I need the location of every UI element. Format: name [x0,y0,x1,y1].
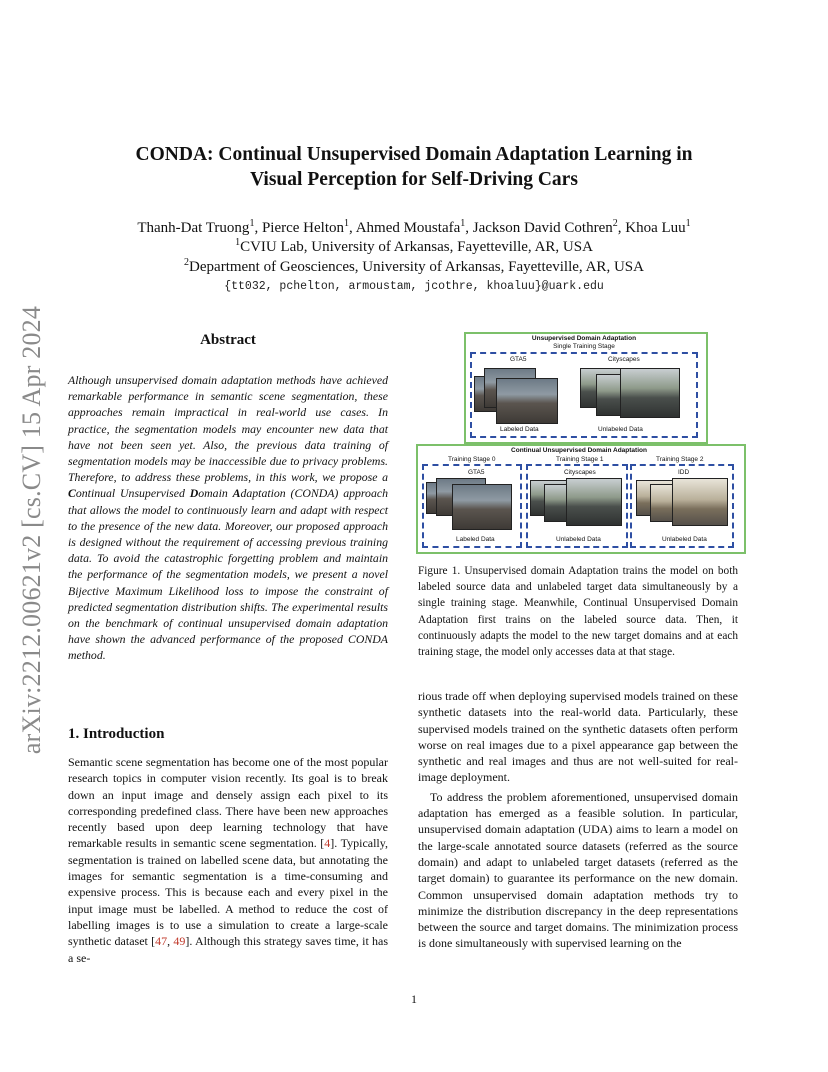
uda-title: Unsupervised Domain Adaptation [531,335,637,342]
citation-link[interactable]: 49 [173,934,186,949]
paragraph: rious trade off when deploying supervised models trained on these synthetic datasets into the real-world data. Particularly, these supervised models trained on the synthetic datasets often perform worse on real images due to a pixel appearance gap between the synthetic and real images and thus are not well-suited for real-image deployment. [418,689,738,785]
author-emails: {tt032, pchelton, armoustam, jcothre, khoaluu}@uark.edu [224,280,604,293]
author-name: Khoa Luu [625,220,686,236]
idd-label: IDD [678,469,690,476]
introduction-heading: 1. Introduction [68,726,165,742]
cityscapes-image [620,368,680,418]
cityscapes-label: Cityscapes [608,356,640,363]
author-name: Ahmed Moustafa [355,220,461,236]
paper-title [80,142,748,192]
abstract-heading: Abstract [200,332,256,348]
idd-image [672,478,728,526]
stage-0-label: Training Stage 0 [448,456,496,463]
abstract-text: Although unsupervised domain adaptation methods have achieved remarkable performance in semantic scene segmentation, these approaches remain impractical in real-world use cases. In practice, the segmentation models may encounter new data that have not been seen yet. Also, the previous data training of segmentation models may be inaccessible due to privacy problems. Therefore, to address these problems, in this work, we propose a Continual Unsupervised Domain Adaptation (CONDA) approach that allows the model to continuously learn and adapt with respect to the presence of the new data. Moreover, our proposed approach is designed without the requirement of accessing previous training data. To avoid the catastrophic forgetting problem and maintain the performance of the segmentation models, we present a novel Bijective Maximum Likelihood loss to impose the constraint of predicted segmentation distribution shifts. The experimental results on the benchmark of continual unsupervised domain adaptation have shown the advanced performance of the proposed CONDA method. [68,373,388,663]
gta5-image [452,484,512,530]
introduction-text: Semantic scene segmentation has become one of the most popular research topics in computer vision recently. Its goal is to break down an input image and densely assign each pixel to its corresponding predefined class. There have been new approaches recently based upon deep learning technology that have remarkable results in semantic scene segmentation. [4]. Typically, segmentation is trained on labelled scene data, but annotating the images for semantic segmentation is a time-consuming and expensive process. This is because each and every pixel in the input image must be labelled. A method to reduce the cost of labelling images is to use a simulation to create a large-scale synthetic dataset [47, 49]. Although this strategy saves time, it has a se- [68,755,389,965]
citation-link[interactable]: 47 [155,934,168,949]
citation-link[interactable]: 4 [324,836,331,851]
gta5-image [496,378,558,424]
gta5-label: GTA5 [468,469,485,476]
paragraph: To address the problem aforementioned, unsupervised domain adaptation has emerged as a feasible solution. In particular, unsupervised domain adaptation (UDA) aims to learn a model on the large-scale annotated source datasets (referred as the source domain) and adapt to unlabeled target datasets (referred as the target domain) to guarantee its performance on the new domain. Common unsupervised domain adaptation methods try to minimize the distribution discrepancy in the deep representations between the source and target domains. The minimization process is done simultaneously with supervised learning on the [418,789,738,951]
cityscapes-label: Cityscapes [564,469,596,476]
affiliation-1: $^1$CVIU Lab, University of Arkansas, Fayetteville, AR, USA [235,237,593,255]
figure-caption: Figure 1. Unsupervised domain Adaptation trains the model on both labeled source data and unlabeled target data simultaneously by a single training stage. Meanwhile, Continual Unsupervised Domain Adaptation first trains on the labeled source data. Then, it continuously adapts the model to the new target domains and at each training stage, the model only accesses data at that stage. [418,565,738,659]
gta5-label: GTA5 [510,356,527,363]
cuda-title: Continual Unsupervised Domain Adaptation [511,447,647,454]
stage-2-label: Training Stage 2 [656,456,704,463]
cityscapes-image [566,478,622,526]
introduction-text-right [418,688,738,952]
title-line-2: Visual Perception for Self-Driving Cars [250,169,578,190]
title-line-1: CONDA: Continual Unsupervised Domain Adaptation Learning in [135,144,693,165]
unlabeled-data-label: Unlabeled Data [556,536,601,543]
author-name: Thanh-Dat Truong [137,220,250,236]
author-name: Jackson David Cothren [472,220,613,236]
labeled-data-label: Labeled Data [500,426,539,433]
uda-subtitle: Single Training Stage [553,343,615,350]
labeled-data-label: Labeled Data [456,536,495,543]
affiliation-2: $^2$Department of Geosciences, University of Arkansas, Fayetteville, AR, USA [184,257,644,275]
author-list: Thanh-Dat Truong$^1$, Pierce Helton$^1$, Ahmed Moustafa$^1$, Jackson David Cothren$^2$, Khoa Luu$^1$ [137,218,691,236]
stage-1-label: Training Stage 1 [556,456,604,463]
page-number: 1 [411,992,417,1006]
arxiv-identifier: arXiv:2212.00621v2 [cs.CV] 15 Apr 2024 [17,305,46,755]
author-name: Pierce Helton [261,220,344,236]
unlabeled-data-label: Unlabeled Data [662,536,707,543]
unlabeled-data-label: Unlabeled Data [598,426,643,433]
figure-1 [448,332,740,554]
